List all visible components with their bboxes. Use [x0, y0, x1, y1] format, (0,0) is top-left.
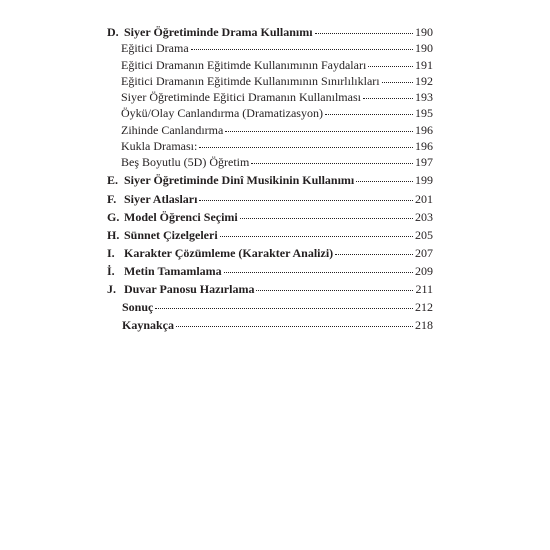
dot-leader	[356, 181, 413, 182]
toc-entry-karakter-cozumleme[interactable]	[107, 245, 433, 261]
toc-entry-title: Kukla Draması:	[121, 139, 198, 154]
toc-entry-title: Sonuç	[122, 300, 154, 315]
toc-entry-letter: J.	[107, 282, 116, 297]
toc-entry-sonuc[interactable]	[107, 299, 433, 315]
toc-entry-title: Sünnet Çizelgeleri	[124, 227, 218, 242]
toc-entry-page: 192	[415, 73, 433, 88]
toc-subentry-5d-ogretim[interactable]	[107, 154, 433, 170]
dot-leader	[251, 163, 413, 164]
toc-entry-letter: G.	[107, 209, 120, 224]
toc-entry-letter: I.	[107, 245, 115, 260]
toc-subentry-egitici-drama[interactable]	[107, 40, 433, 56]
toc-entry-drama[interactable]	[107, 24, 433, 40]
toc-entry-page: 191	[415, 57, 433, 72]
dot-leader	[155, 308, 413, 309]
toc-entry-title: Zihinde Canlandırma	[121, 122, 224, 137]
dot-leader	[363, 98, 413, 99]
toc-entry-title: Metin Tamamlama	[124, 263, 222, 278]
toc-entry-page: 196	[415, 139, 433, 154]
dot-leader	[335, 254, 413, 255]
toc-entry-page: 195	[415, 106, 433, 121]
toc-entry-page: 199	[415, 173, 433, 188]
toc-entry-title: Siyer Öğretiminde Eğitici Dramanın Kullanılması	[121, 90, 361, 105]
toc-subentry-kullanilmasi[interactable]	[107, 89, 433, 105]
toc-entry-page: 207	[415, 245, 433, 260]
toc-subentry-kukla-dramasi[interactable]	[107, 138, 433, 154]
toc-entry-page: 211	[415, 282, 433, 297]
dot-leader	[199, 147, 413, 148]
dot-leader	[368, 66, 413, 67]
toc-entry-atlaslar[interactable]	[107, 191, 433, 207]
dot-leader	[325, 114, 413, 115]
toc-entry-letter: E.	[107, 173, 119, 188]
toc-entry-letter: F.	[107, 191, 117, 206]
toc-entry-title: Siyer Öğretiminde Drama Kullanımı	[124, 25, 313, 39]
dot-leader	[199, 200, 413, 201]
toc-entry-page: 197	[415, 155, 433, 170]
toc-entry-page: 193	[415, 90, 433, 105]
dot-leader	[315, 33, 413, 34]
toc-entry-kaynakca[interactable]	[107, 317, 433, 333]
toc-entry-page: 203	[415, 209, 433, 224]
toc-entry-title: Eğitici Drama	[121, 41, 189, 56]
toc-entry-page: 205	[415, 227, 433, 242]
toc-subentry-sinirliliklari[interactable]	[107, 73, 433, 89]
toc-entry-letter: D.	[107, 25, 119, 39]
dot-leader	[240, 218, 413, 219]
toc-entry-page: 209	[415, 263, 433, 278]
toc-entry-title: Model Öğrenci Seçimi	[124, 209, 238, 224]
dot-leader	[382, 82, 413, 83]
toc-entry-title: Duvar Panosu Hazırlama	[124, 282, 255, 297]
dot-leader	[256, 290, 413, 291]
toc-entry-title: Kaynakça	[122, 318, 175, 333]
toc-entry-title: Siyer Öğretiminde Dinî Musikinin Kullanımı	[124, 173, 355, 188]
toc-entry-metin-tamamlama[interactable]	[107, 263, 433, 279]
toc-entry-title: Öykü/Olay Canlandırma (Dramatizasyon)	[121, 106, 323, 121]
toc-entry-sunnet-cizelgeleri[interactable]	[107, 227, 433, 243]
toc-entry-page: 201	[415, 191, 433, 206]
dot-leader	[176, 326, 413, 327]
toc-entry-page: 190	[415, 25, 433, 39]
toc-entry-title: Beş Boyutlu (5D) Öğretim	[121, 155, 250, 170]
toc-entry-letter: İ.	[107, 263, 115, 278]
toc-entry-model-ogrenci[interactable]	[107, 209, 433, 225]
toc-entry-title: Karakter Çözümleme (Karakter Analizi)	[124, 245, 334, 260]
toc-entry-title: Eğitici Dramanın Eğitimde Kullanımının Sınırlılıkları	[121, 73, 380, 88]
dot-leader	[220, 236, 413, 237]
toc-entry-page: 218	[415, 318, 433, 333]
toc-subentry-faydalari[interactable]	[107, 57, 433, 73]
toc-entry-duvar-panosu[interactable]	[107, 281, 433, 297]
toc-entry-page: 212	[415, 300, 433, 315]
toc-entry-title: Eğitici Dramanın Eğitimde Kullanımının Faydaları	[121, 57, 367, 72]
toc-entry-page: 196	[415, 122, 433, 137]
toc-entry-letter: H.	[107, 227, 120, 242]
toc-entry-title: Siyer Atlasları	[124, 191, 198, 206]
toc-entry-musiki[interactable]	[107, 172, 433, 188]
dot-leader	[224, 272, 413, 273]
dot-leader	[225, 131, 413, 132]
toc-entry-page: 190	[415, 41, 433, 56]
dot-leader	[191, 49, 413, 50]
toc-subentry-zihinde-canlandirma[interactable]	[107, 122, 433, 138]
table-of-contents	[107, 24, 433, 334]
toc-subentry-dramatizasyon[interactable]	[107, 105, 433, 121]
